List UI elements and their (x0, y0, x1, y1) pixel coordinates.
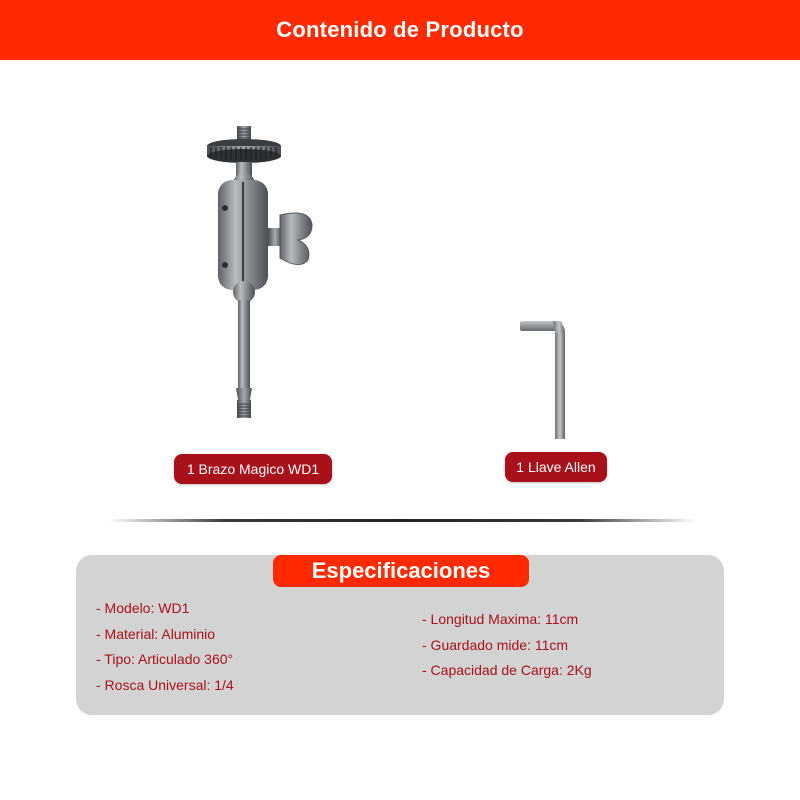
spec-item: - Material: Aluminio (96, 625, 216, 642)
spec-item: - Longitud Maxima: 11cm (422, 611, 579, 627)
spec-item: - Capacidad de Carga: 2Kg (422, 662, 592, 678)
spec-item: - Modelo: WD1 (96, 600, 190, 616)
product-label-magic-arm: 1 Brazo Magico WD1 (174, 454, 332, 484)
header-banner (0, 0, 800, 60)
section-divider (108, 519, 696, 522)
specifications-title: Especificaciones (273, 555, 529, 587)
spec-list-right (422, 607, 592, 684)
spec-item: - Tipo: Articulado 360° (96, 651, 234, 667)
page-title: Contenido de Producto (276, 17, 524, 42)
spec-list-left (96, 596, 234, 698)
magic-arm-image (190, 120, 330, 430)
product-label-allen-key: 1 Llave Allen (505, 452, 607, 482)
spec-item: - Rosca Universal: 1/4 (96, 676, 234, 693)
allen-key-image (505, 315, 585, 445)
spec-item: - Guardado mide: 11cm (422, 636, 569, 653)
